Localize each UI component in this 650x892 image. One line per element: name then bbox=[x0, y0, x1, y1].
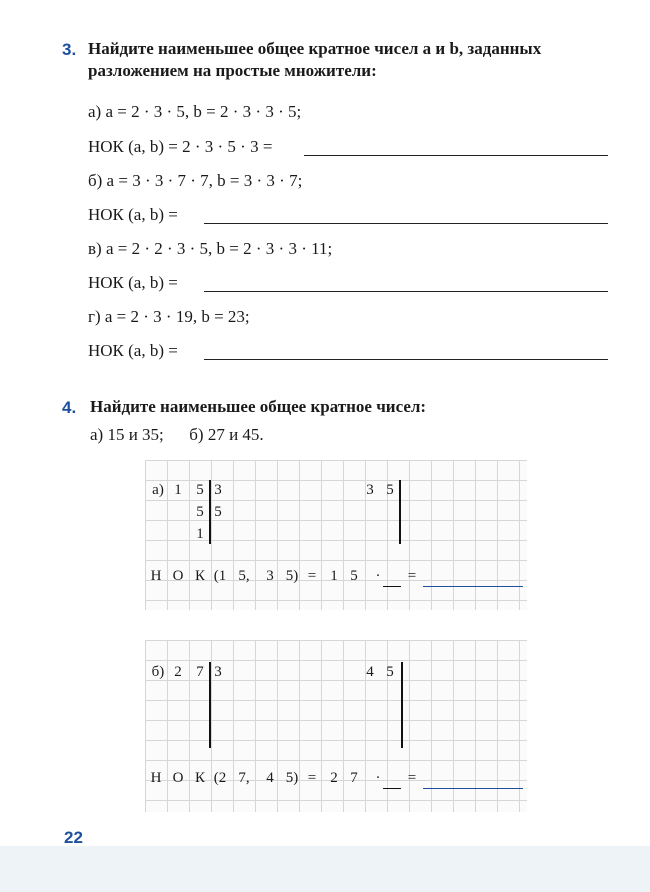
grid-b-num1-digit2: 7 bbox=[196, 664, 204, 680]
grid-a-num2-digit1: 3 bbox=[366, 482, 374, 498]
grid-a-quotient-2[interactable]: 1 bbox=[196, 526, 204, 542]
grid-a-divider-left bbox=[209, 480, 211, 544]
grid-b-label: б) bbox=[151, 664, 165, 680]
grid-b-nok-6: 4 bbox=[266, 770, 274, 786]
grid-b-nok-equals: = bbox=[407, 770, 417, 786]
grid-a-nok-dot: · bbox=[375, 568, 381, 584]
grid-a-divider-right bbox=[399, 480, 401, 544]
grid-b-divider-left bbox=[209, 662, 211, 748]
grid-a-nok-2: О bbox=[172, 568, 184, 584]
grid-b-num1-digit1: 2 bbox=[174, 664, 182, 680]
task-3b-condition: б) a = 3 · 3 · 7 · 7, b = 3 · 3 · 7; bbox=[88, 171, 303, 190]
grid-a-nok-10: 5 bbox=[350, 568, 358, 584]
task-3b-answer-prefix: НОК (a, b) = bbox=[88, 205, 178, 224]
grid-b-nok-7: 5) bbox=[285, 770, 299, 786]
task-4-number: 4. bbox=[62, 398, 77, 417]
grid-a bbox=[145, 460, 527, 610]
page-bottom-band bbox=[0, 846, 650, 892]
task-3a-answer-blank[interactable] bbox=[304, 155, 608, 156]
grid-a-nok-5: 5, bbox=[238, 568, 250, 584]
task-3a-condition: а) a = 2 · 3 · 5, b = 2 · 3 · 3 · 5; bbox=[88, 102, 302, 121]
grid-b-factor-blank[interactable] bbox=[383, 788, 401, 789]
grid-b-nok-1: Н bbox=[150, 770, 162, 786]
grid-a-nok-3: К bbox=[194, 568, 205, 584]
grid-b-nok-8: = bbox=[307, 770, 317, 786]
grid-a-answer-line[interactable] bbox=[423, 586, 523, 587]
task-3-prompt-line2: разложением на простые множители: bbox=[88, 61, 377, 80]
grid-a-factor-1[interactable]: 3 bbox=[214, 482, 222, 498]
task-3b-answer-blank[interactable] bbox=[204, 223, 608, 224]
grid-b-nok-5: 7, bbox=[238, 770, 250, 786]
grid-b-answer-line[interactable] bbox=[423, 788, 523, 789]
task-4-prompt: Найдите наименьшее общее кратное чисел: bbox=[90, 397, 427, 416]
task-3-prompt-line1: Найдите наименьшее общее кратное чисел a и b, заданных bbox=[88, 39, 542, 58]
task-3c-answer-prefix: НОК (a, b) = bbox=[88, 273, 178, 292]
grid-b-nok-3: К bbox=[194, 770, 205, 786]
grid-b-nok-9: 2 bbox=[330, 770, 338, 786]
grid-a-nok-7: 5) bbox=[285, 568, 299, 584]
page-number: 22 bbox=[64, 828, 83, 847]
grid-b-divider-right bbox=[401, 662, 403, 748]
task-3a-answer-prefix: НОК (a, b) = 2 · 3 · 5 · 3 = bbox=[88, 137, 273, 156]
task-3-number: 3. bbox=[62, 40, 77, 59]
task-3d-answer-prefix: НОК (a, b) = bbox=[88, 341, 178, 360]
grid-a-factor-blank[interactable] bbox=[383, 586, 401, 587]
grid-b-nok-4: (2 bbox=[213, 770, 227, 786]
task-4-subitems: а) 15 и 35; б) 27 и 45. bbox=[90, 425, 264, 444]
grid-a-nok-equals: = bbox=[407, 568, 417, 584]
grid-a-label: а) bbox=[152, 482, 164, 498]
grid-b-nok-dot: · bbox=[375, 770, 381, 786]
grid-a-nok-4: (1 bbox=[213, 568, 227, 584]
grid-b-nok-10: 7 bbox=[350, 770, 358, 786]
task-3c-condition: в) a = 2 · 2 · 3 · 5, b = 2 · 3 · 3 · 11; bbox=[88, 239, 333, 258]
task-3d-condition: г) a = 2 · 3 · 19, b = 23; bbox=[88, 307, 250, 326]
task-3c-answer-blank[interactable] bbox=[204, 291, 608, 292]
grid-a-factor-2[interactable]: 5 bbox=[214, 504, 222, 520]
grid-a-num1-digit2: 5 bbox=[196, 482, 204, 498]
grid-a-num2-digit2: 5 bbox=[386, 482, 394, 498]
grid-b-num2-digit2: 5 bbox=[386, 664, 394, 680]
task-3d-answer-blank[interactable] bbox=[204, 359, 608, 360]
grid-b-nok-2: О bbox=[172, 770, 184, 786]
grid-a-quotient-1[interactable]: 5 bbox=[196, 504, 204, 520]
grid-b bbox=[145, 640, 527, 812]
grid-a-nok-1: Н bbox=[150, 568, 162, 584]
grid-a-num1-digit1: 1 bbox=[174, 482, 182, 498]
grid-a-nok-9: 1 bbox=[330, 568, 338, 584]
grid-a-nok-8: = bbox=[307, 568, 317, 584]
grid-b-num2-digit1: 4 bbox=[366, 664, 374, 680]
grid-b-factor-1[interactable]: 3 bbox=[214, 664, 222, 680]
grid-a-nok-6: 3 bbox=[266, 568, 274, 584]
